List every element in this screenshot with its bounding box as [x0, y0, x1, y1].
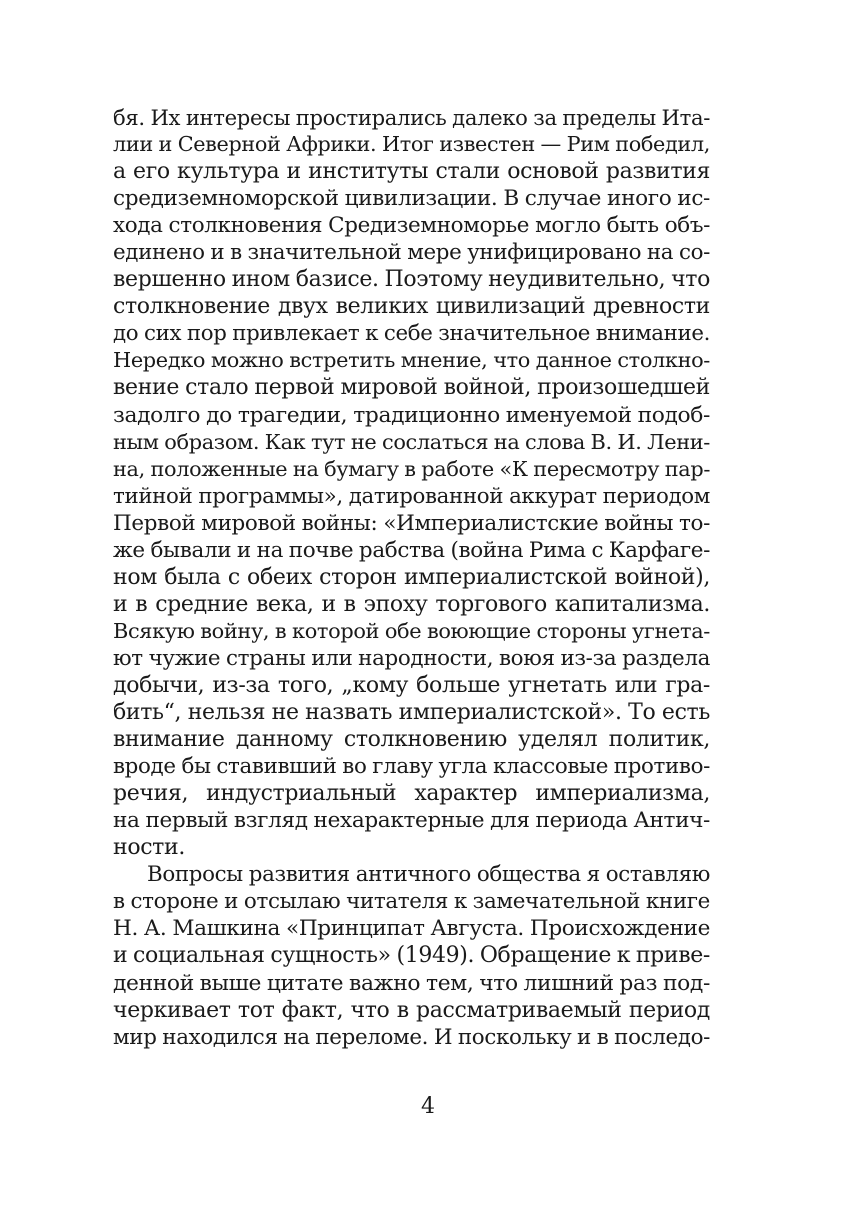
text-line: ным образом. Как тут не сослаться на слова В. И. Лени- — [113, 429, 710, 454]
text-line: и в средние века, и в эпоху торгового капитализма. — [113, 591, 710, 617]
paragraph-end-line: ности. — [113, 835, 185, 861]
text-line: вершенно ином базисе. Поэтому неудивительно, что — [113, 267, 710, 293]
text-line: Н. А. Машкина «Принципат Августа. Происхождение — [113, 916, 710, 942]
text-line: задолго до трагедии, традиционно именуемой подоб- — [113, 402, 710, 428]
text-line: в стороне и отсылаю читателя к замечательной книге — [113, 889, 710, 915]
text-line: Всякую войну, в которой обе воюющие стороны угнета- — [113, 618, 710, 643]
body-text — [113, 104, 710, 1051]
text-line: черкивает тот факт, что в рассматриваемый период — [113, 997, 710, 1023]
text-line: вроде бы ставивший во главу угла классовые противо- — [113, 754, 710, 780]
text-line: а его культура и институты стали основой развития — [113, 159, 710, 185]
page-number: 4 — [421, 1094, 435, 1119]
text-line: столкновение двух великих цивилизаций древности — [113, 294, 710, 320]
text-line: мир находился на переломе. И поскольку и в последо- — [113, 1024, 710, 1050]
text-line: вение стало первой мировой войной, произошедшей — [113, 375, 710, 401]
text-line: бя. Их интересы простирались далеко за пределы Ита- — [113, 105, 710, 130]
text-line: речия, индустриальный характер империализма, — [113, 781, 710, 807]
text-line: же бывали и на почве рабства (война Рима с Карфаге- — [113, 537, 710, 563]
paragraph-start-line: Вопросы развития античного общества я оставляю — [147, 862, 710, 888]
text-line: средиземноморской цивилизации. В случае иного ис- — [113, 186, 710, 212]
text-line: ном была с обеих сторон империалистской войной), — [113, 564, 710, 590]
text-line: лии и Северной Африки. Итог известен — Рим победил, — [113, 132, 710, 157]
text-line: денной выше цитате важно тем, что лишний раз под- — [113, 970, 710, 996]
text-line: тийной программы», датированной аккурат периодом — [113, 483, 710, 509]
text-line: до сих пор привлекает к себе значительное внимание. — [113, 321, 710, 347]
text-line: бить“, нельзя не назвать империалистской». То есть — [113, 700, 710, 726]
text-line: ют чужие страны или народности, воюя из-за раздела — [113, 645, 710, 671]
text-line: добычи, из-за того, „кому больше угнетать или гра- — [113, 672, 710, 698]
text-line: внимание данному столкновению уделял политик, — [113, 727, 710, 753]
text-line: на, положенные на бумагу в работе «К пересмотру пар- — [113, 456, 710, 481]
text-line: единено и в значительной мере унифицировано на со- — [113, 240, 710, 266]
text-line: Первой мировой войны: «Империалистские войны то- — [113, 510, 710, 536]
text-line: и социальная сущность» (1949). Обращение к приве- — [113, 943, 710, 969]
text-line: хода столкновения Средиземноморье могло быть объ- — [113, 213, 710, 239]
text-line: на первый взгляд нехарактерные для периода Антич- — [113, 808, 710, 834]
text-line: Нередко можно встретить мнение, что данное столкно- — [113, 348, 710, 373]
